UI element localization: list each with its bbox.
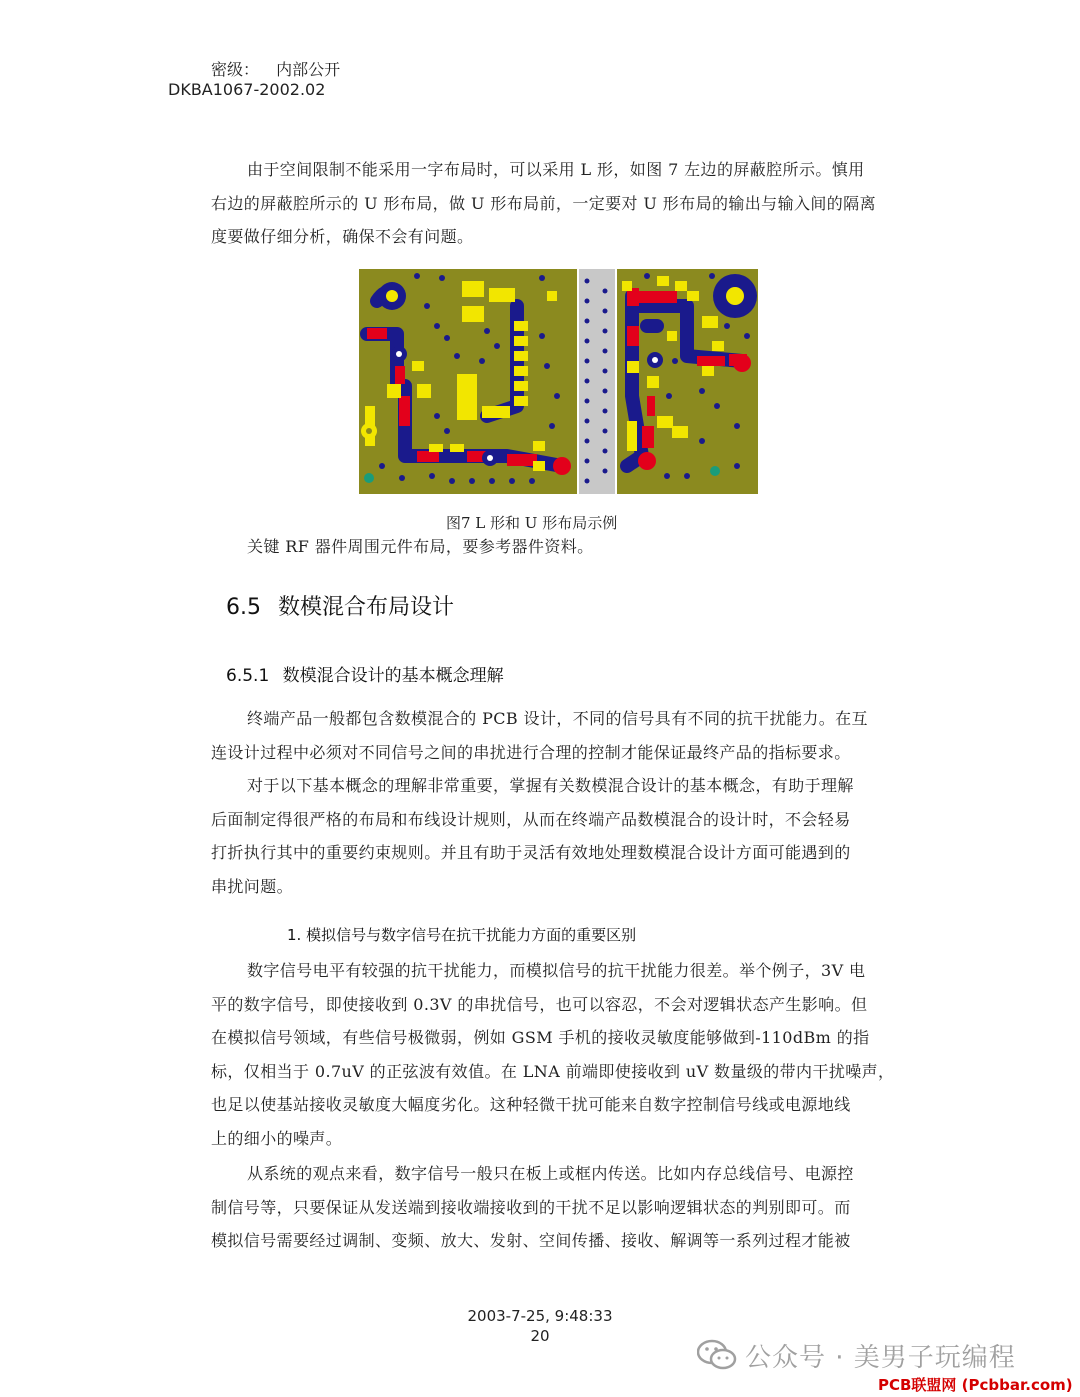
para-b-line-1: 对于以下基本概念的理解非常重要，掌握有关数模混合设计的基本概念，有助于理解 xyxy=(247,776,854,795)
para-c-line-6: 上的细小的噪声。 xyxy=(211,1128,343,1148)
intro-line-2: 右边的屏蔽腔所示的 U 形布局，做 U 形布局前，一定要对 U 形布局的输出与输入间的隔离 xyxy=(211,193,876,213)
intro-paragraph xyxy=(211,153,911,254)
para-b-line-4: 串扰问题。 xyxy=(211,876,294,896)
paragraph-a xyxy=(211,702,911,769)
pcb-layout-image xyxy=(357,266,760,497)
security-label: 密级： xyxy=(211,60,260,79)
para-b-line-3: 打折执行其中的重要约束规则。并且有助于灵活有效地处理数模混合设计方面可能遇到的 xyxy=(211,843,851,862)
para-d-line-1: 从系统的观点来看，数字信号一般只在板上或框内传送。比如内存总线信号、电源控 xyxy=(247,1164,854,1183)
para-c-line-5: 也足以使基站接收灵敏度大幅度劣化。这种轻微干扰可能来自数字控制信号线或电源地线 xyxy=(211,1095,851,1114)
para-a-line-1: 终端产品一般都包含数模混合的 PCB 设计，不同的信号具有不同的抗干扰能力。在互 xyxy=(247,709,868,728)
para-c-line-2: 平的数字信号，即使接收到 0.3V 的串扰信号，也可以容忍，不会对逻辑状态产生影响。但 xyxy=(211,994,868,1014)
watermark-text: 公众号 · 美男子玩编程 xyxy=(745,1342,1016,1373)
section-number: 6.5 xyxy=(226,595,261,620)
para-d-line-3: 模拟信号需要经过调制、变频、放大、发射、空间传播、接收、解调等一系列过程才能被 xyxy=(211,1231,851,1250)
section-title: 数模混合布局设计 xyxy=(278,595,455,620)
note-line: 关键 RF 器件周围元件布局，要参考器件资料。 xyxy=(247,537,594,556)
paragraph-d xyxy=(211,1157,911,1258)
paragraph-c xyxy=(211,954,911,1155)
intro-line-3: 度要做仔细分析，确保不会有问题。 xyxy=(211,227,474,246)
security-value: 内部公开 xyxy=(276,60,341,79)
para-c-line-1: 数字信号电平有较强的抗干扰能力，而模拟信号的抗干扰能力很差。举个例子，3V 电 xyxy=(247,961,866,980)
security-level xyxy=(211,57,340,80)
subsection-number: 6.5.1 xyxy=(226,666,270,686)
para-c-line-3: 在模拟信号领域，有些信号极微弱，例如 GSM 手机的接收灵敏度能够做到-110dBm 的指 xyxy=(211,1028,870,1047)
para-a-line-2: 连设计过程中必须对不同信号之间的串扰进行合理的控制才能保证最终产品的指标要求。 xyxy=(211,742,851,762)
paragraph-b xyxy=(211,769,911,903)
footer-timestamp: 2003-7-25, 9:48:33 xyxy=(467,1307,613,1325)
watermark xyxy=(697,1335,1016,1375)
page-number: 20 xyxy=(530,1327,550,1345)
doc-code: DKBA1067-2002.02 xyxy=(168,80,326,99)
intro-line-1: 由于空间限制不能采用一字布局时，可以采用 L 形，如图 7 左边的屏蔽腔所示。慎用 xyxy=(247,160,865,179)
para-d-line-2: 制信号等，只要保证从发送端到接收端接收到的干扰不足以影响逻辑状态的判别即可。而 xyxy=(211,1197,851,1217)
section-heading-6-5 xyxy=(226,590,454,621)
figure-caption: 图7 L 形和 U 形布局示例 xyxy=(446,514,618,532)
para-c-line-4: 标，仅相当于 0.7uV 的正弦波有效值。在 LNA 前端即使接收到 uV 数量级的带内干扰噪声， xyxy=(211,1061,895,1081)
para-b-line-2: 后面制定得很严格的布局和布线设计规则，从而在终端产品数模混合的设计时，不会轻易 xyxy=(211,809,851,829)
subheading-1: 1. 模拟信号与数字信号在抗干扰能力方面的重要区别 xyxy=(287,926,637,944)
section-heading-6-5-1 xyxy=(226,661,504,686)
subsection-title: 数模混合设计的基本概念理解 xyxy=(282,666,504,686)
wechat-icon xyxy=(697,1338,737,1372)
pcb-layout-figure xyxy=(357,266,760,497)
site-watermark: PCB联盟网 (Pcbbar.com) xyxy=(878,1376,1073,1394)
